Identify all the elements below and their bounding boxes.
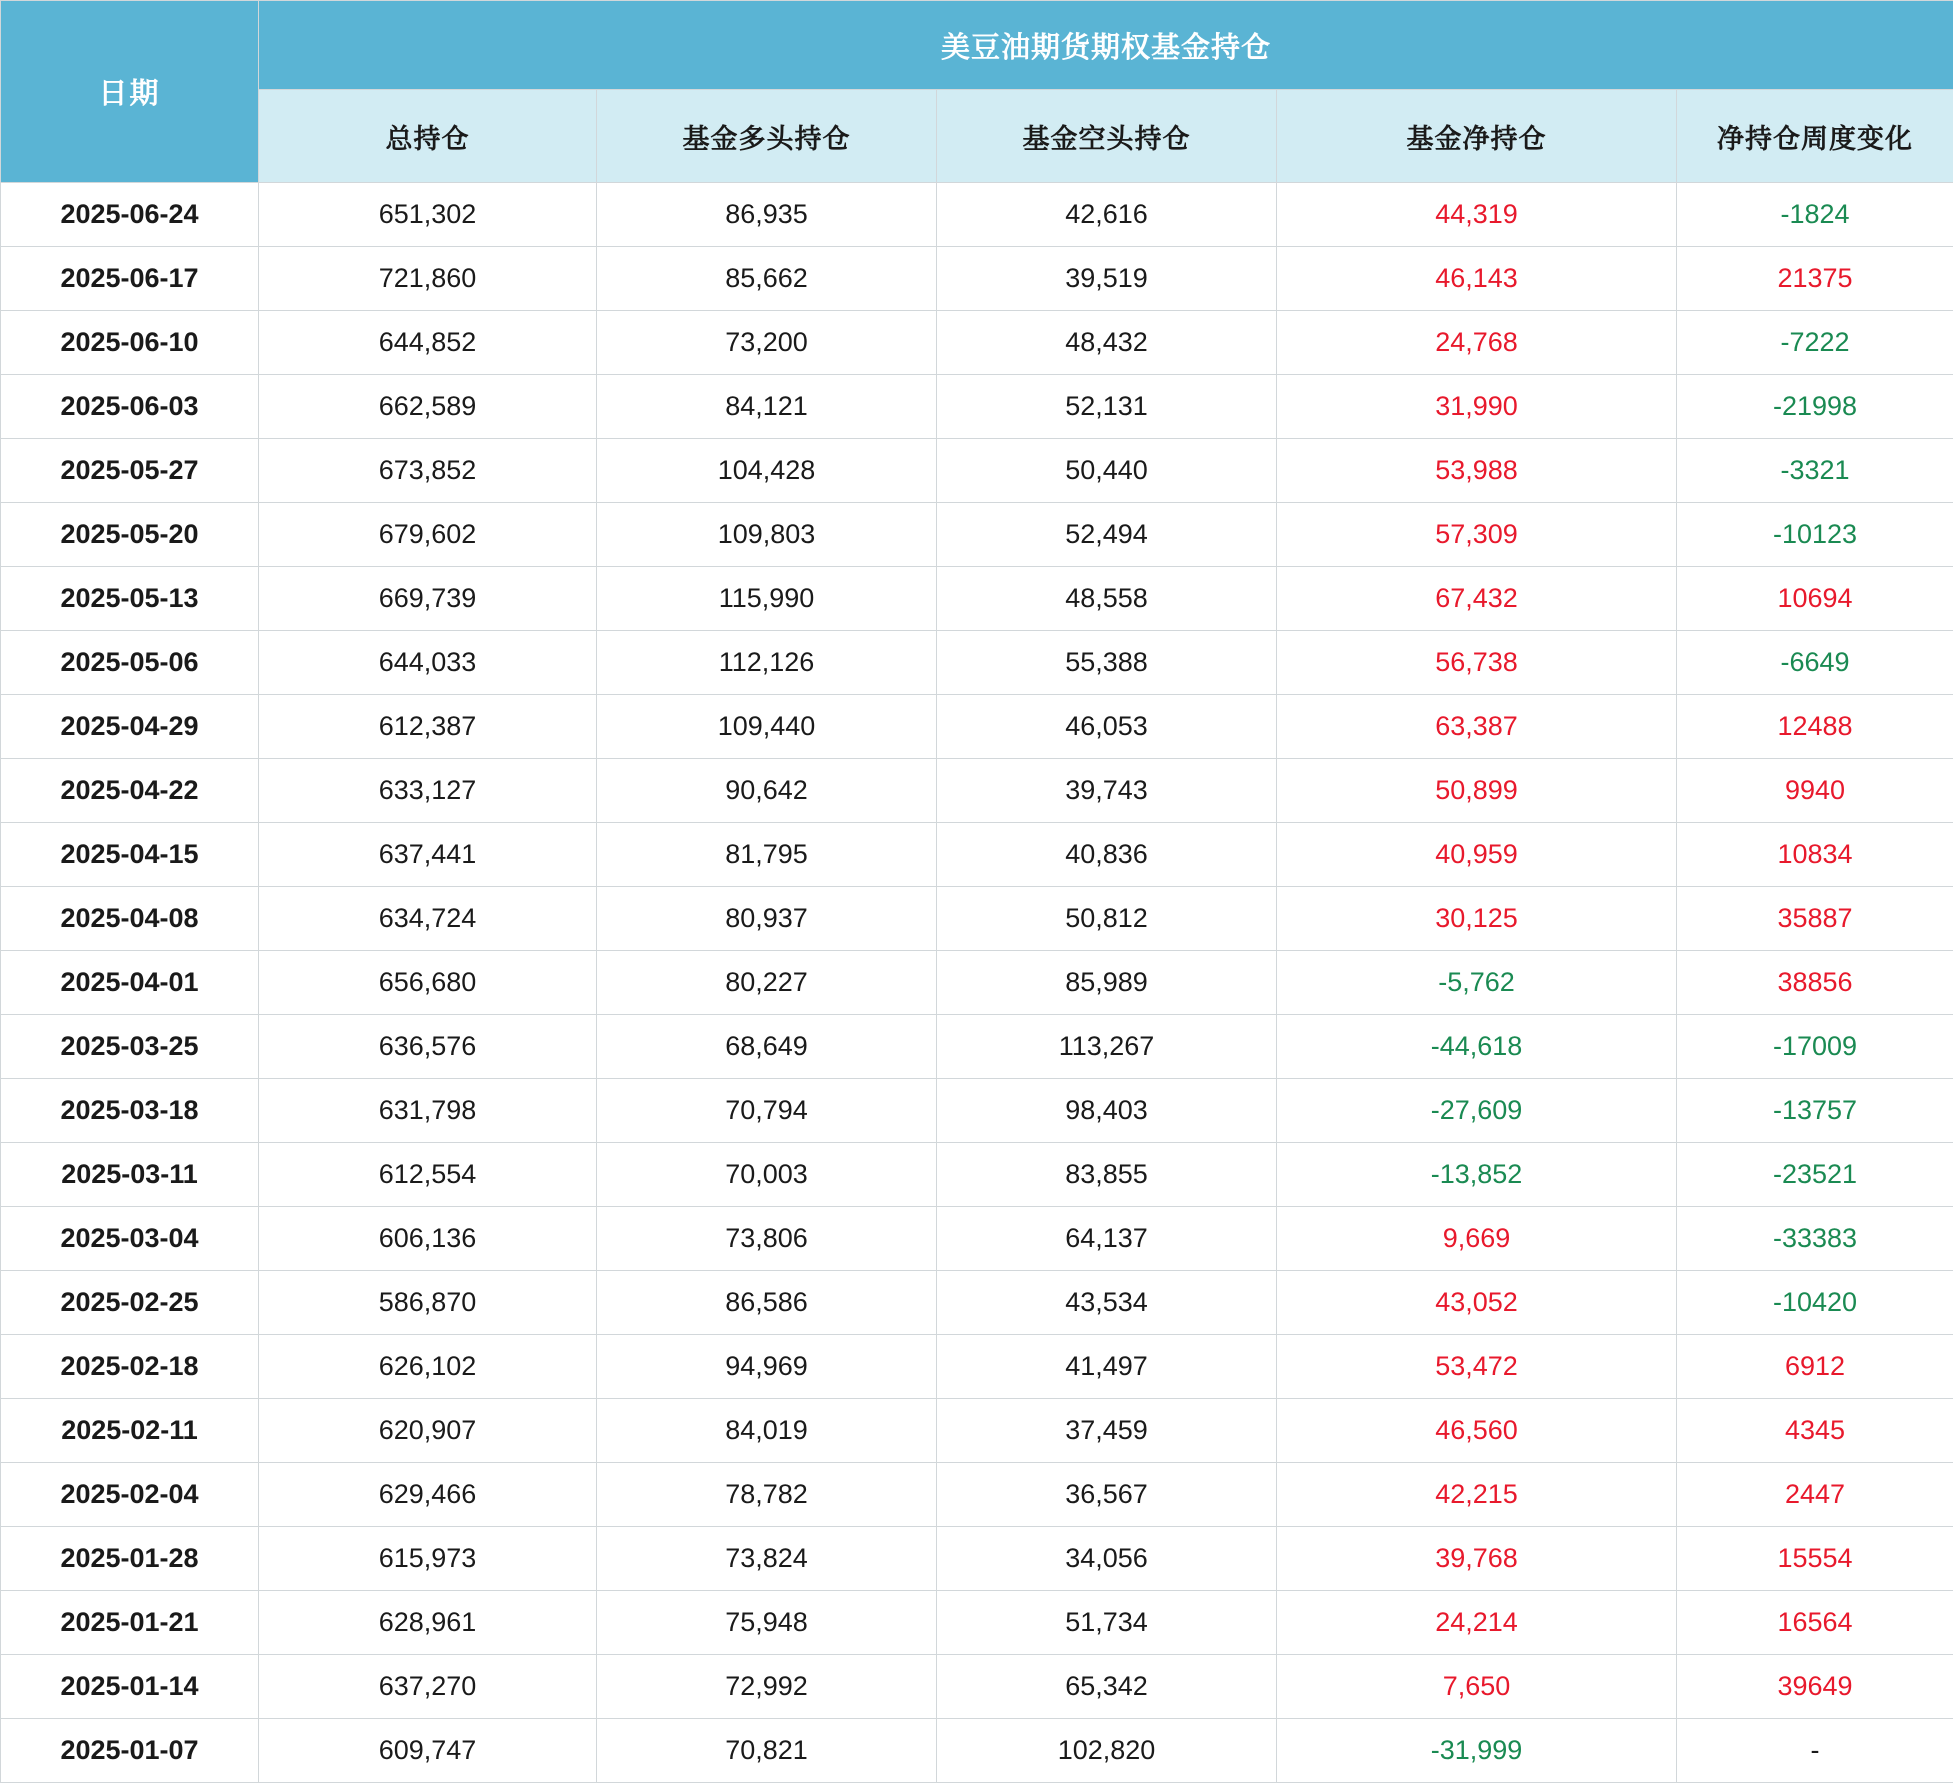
cell-fund-long: 70,003 <box>597 1143 937 1207</box>
table-row <box>1 503 1953 567</box>
cell-date: 2025-03-11 <box>1 1143 259 1207</box>
cell-fund-net: 31,990 <box>1277 375 1677 439</box>
table-row <box>1 1527 1953 1591</box>
table-row <box>1 887 1953 951</box>
table-title: 美豆油期货期权基金持仓 <box>259 1 1953 90</box>
table-header-row-columns <box>1 90 1953 183</box>
cell-total-position: 656,680 <box>259 951 597 1015</box>
table-row <box>1 1207 1953 1271</box>
cell-weekly-change: 16564 <box>1677 1591 1953 1655</box>
table-row <box>1 375 1953 439</box>
table-row <box>1 439 1953 503</box>
cell-fund-net: 53,472 <box>1277 1335 1677 1399</box>
cell-total-position: 629,466 <box>259 1463 597 1527</box>
cell-weekly-change: 21375 <box>1677 247 1953 311</box>
cell-total-position: 628,961 <box>259 1591 597 1655</box>
table-row <box>1 567 1953 631</box>
cell-fund-short: 50,440 <box>937 439 1277 503</box>
cell-fund-short: 98,403 <box>937 1079 1277 1143</box>
cell-date: 2025-01-14 <box>1 1655 259 1719</box>
table-row <box>1 1719 1953 1783</box>
cell-total-position: 644,033 <box>259 631 597 695</box>
cell-date: 2025-06-17 <box>1 247 259 311</box>
cell-fund-long: 80,227 <box>597 951 937 1015</box>
cell-fund-short: 55,388 <box>937 631 1277 695</box>
cell-weekly-change: 4345 <box>1677 1399 1953 1463</box>
table-row <box>1 1015 1953 1079</box>
cell-fund-long: 72,992 <box>597 1655 937 1719</box>
cell-fund-short: 113,267 <box>937 1015 1277 1079</box>
cell-fund-net: -27,609 <box>1277 1079 1677 1143</box>
table-row <box>1 1143 1953 1207</box>
cell-fund-net: 46,560 <box>1277 1399 1677 1463</box>
table-row <box>1 183 1953 247</box>
column-header-date: 日期 <box>1 1 259 183</box>
column-header-fund-long: 基金多头持仓 <box>597 90 937 183</box>
cell-total-position: 673,852 <box>259 439 597 503</box>
column-header-fund-short: 基金空头持仓 <box>937 90 1277 183</box>
cell-fund-net: 7,650 <box>1277 1655 1677 1719</box>
cell-fund-long: 70,794 <box>597 1079 937 1143</box>
cell-fund-long: 94,969 <box>597 1335 937 1399</box>
cell-date: 2025-01-07 <box>1 1719 259 1783</box>
cell-date: 2025-03-18 <box>1 1079 259 1143</box>
cell-weekly-change: -33383 <box>1677 1207 1953 1271</box>
cell-total-position: 586,870 <box>259 1271 597 1335</box>
cell-fund-short: 39,519 <box>937 247 1277 311</box>
table-row <box>1 823 1953 887</box>
cell-fund-net: 56,738 <box>1277 631 1677 695</box>
cell-total-position: 620,907 <box>259 1399 597 1463</box>
cell-total-position: 637,270 <box>259 1655 597 1719</box>
cell-fund-net: 42,215 <box>1277 1463 1677 1527</box>
cell-date: 2025-05-27 <box>1 439 259 503</box>
cell-weekly-change: -13757 <box>1677 1079 1953 1143</box>
cell-date: 2025-05-13 <box>1 567 259 631</box>
cell-weekly-change: 38856 <box>1677 951 1953 1015</box>
cell-date: 2025-05-20 <box>1 503 259 567</box>
cell-fund-long: 75,948 <box>597 1591 937 1655</box>
cell-weekly-change: -23521 <box>1677 1143 1953 1207</box>
table-row <box>1 1271 1953 1335</box>
cell-fund-long: 109,803 <box>597 503 937 567</box>
cell-date: 2025-05-06 <box>1 631 259 695</box>
cell-fund-long: 78,782 <box>597 1463 937 1527</box>
table-row <box>1 631 1953 695</box>
cell-total-position: 615,973 <box>259 1527 597 1591</box>
cell-weekly-change: -7222 <box>1677 311 1953 375</box>
cell-total-position: 633,127 <box>259 759 597 823</box>
cell-fund-long: 80,937 <box>597 887 937 951</box>
cell-fund-net: 67,432 <box>1277 567 1677 631</box>
cell-total-position: 631,798 <box>259 1079 597 1143</box>
cell-total-position: 626,102 <box>259 1335 597 1399</box>
cell-fund-long: 90,642 <box>597 759 937 823</box>
cell-weekly-change: -17009 <box>1677 1015 1953 1079</box>
cell-fund-net: -31,999 <box>1277 1719 1677 1783</box>
cell-fund-long: 73,806 <box>597 1207 937 1271</box>
table-header <box>1 1 1953 183</box>
cell-fund-long: 86,586 <box>597 1271 937 1335</box>
cell-fund-net: 30,125 <box>1277 887 1677 951</box>
cell-fund-short: 85,989 <box>937 951 1277 1015</box>
cell-total-position: 637,441 <box>259 823 597 887</box>
cell-total-position: 612,387 <box>259 695 597 759</box>
table-row <box>1 1591 1953 1655</box>
cell-date: 2025-02-18 <box>1 1335 259 1399</box>
cell-fund-short: 39,743 <box>937 759 1277 823</box>
column-header-fund-net: 基金净持仓 <box>1277 90 1677 183</box>
cell-fund-net: 50,899 <box>1277 759 1677 823</box>
cell-fund-net: 44,319 <box>1277 183 1677 247</box>
cell-date: 2025-04-15 <box>1 823 259 887</box>
table-row <box>1 1335 1953 1399</box>
cell-fund-short: 52,131 <box>937 375 1277 439</box>
cell-total-position: 636,576 <box>259 1015 597 1079</box>
cell-fund-net: 46,143 <box>1277 247 1677 311</box>
cell-date: 2025-01-21 <box>1 1591 259 1655</box>
cell-fund-short: 37,459 <box>937 1399 1277 1463</box>
cell-fund-net: 43,052 <box>1277 1271 1677 1335</box>
cell-fund-short: 65,342 <box>937 1655 1277 1719</box>
cell-fund-net: 57,309 <box>1277 503 1677 567</box>
cell-fund-short: 40,836 <box>937 823 1277 887</box>
cell-weekly-change: - <box>1677 1719 1953 1783</box>
cell-date: 2025-01-28 <box>1 1527 259 1591</box>
table-row <box>1 311 1953 375</box>
cell-fund-short: 52,494 <box>937 503 1277 567</box>
cell-fund-net: 53,988 <box>1277 439 1677 503</box>
cell-fund-long: 81,795 <box>597 823 937 887</box>
cell-fund-short: 46,053 <box>937 695 1277 759</box>
cell-weekly-change: 39649 <box>1677 1655 1953 1719</box>
cell-weekly-change: -3321 <box>1677 439 1953 503</box>
column-header-total-position: 总持仓 <box>259 90 597 183</box>
table-row <box>1 1399 1953 1463</box>
cell-weekly-change: 10834 <box>1677 823 1953 887</box>
cell-date: 2025-04-08 <box>1 887 259 951</box>
cell-fund-short: 36,567 <box>937 1463 1277 1527</box>
cell-fund-short: 102,820 <box>937 1719 1277 1783</box>
table-row <box>1 1655 1953 1719</box>
cell-total-position: 634,724 <box>259 887 597 951</box>
cell-weekly-change: 2447 <box>1677 1463 1953 1527</box>
cell-weekly-change: -1824 <box>1677 183 1953 247</box>
cell-total-position: 721,860 <box>259 247 597 311</box>
cell-total-position: 662,589 <box>259 375 597 439</box>
cell-fund-long: 85,662 <box>597 247 937 311</box>
cell-date: 2025-06-03 <box>1 375 259 439</box>
cell-date: 2025-02-11 <box>1 1399 259 1463</box>
cell-fund-short: 34,056 <box>937 1527 1277 1591</box>
cell-fund-net: -5,762 <box>1277 951 1677 1015</box>
cell-fund-long: 104,428 <box>597 439 937 503</box>
cell-weekly-change: -10420 <box>1677 1271 1953 1335</box>
table-row <box>1 759 1953 823</box>
cell-date: 2025-02-25 <box>1 1271 259 1335</box>
table-body <box>1 183 1953 1783</box>
cell-fund-long: 115,990 <box>597 567 937 631</box>
cell-date: 2025-03-04 <box>1 1207 259 1271</box>
cell-total-position: 669,739 <box>259 567 597 631</box>
cell-weekly-change: 9940 <box>1677 759 1953 823</box>
table-row <box>1 951 1953 1015</box>
cell-fund-long: 109,440 <box>597 695 937 759</box>
cell-total-position: 606,136 <box>259 1207 597 1271</box>
cell-fund-short: 51,734 <box>937 1591 1277 1655</box>
cell-fund-net: 63,387 <box>1277 695 1677 759</box>
cell-fund-long: 84,121 <box>597 375 937 439</box>
table-row <box>1 1463 1953 1527</box>
table-row <box>1 695 1953 759</box>
cell-fund-short: 83,855 <box>937 1143 1277 1207</box>
cell-fund-long: 68,649 <box>597 1015 937 1079</box>
cell-total-position: 609,747 <box>259 1719 597 1783</box>
cell-fund-short: 48,558 <box>937 567 1277 631</box>
cell-fund-short: 43,534 <box>937 1271 1277 1335</box>
cell-date: 2025-04-29 <box>1 695 259 759</box>
cell-weekly-change: 12488 <box>1677 695 1953 759</box>
cell-weekly-change: 15554 <box>1677 1527 1953 1591</box>
cell-fund-net: 24,214 <box>1277 1591 1677 1655</box>
cell-fund-long: 70,821 <box>597 1719 937 1783</box>
cell-fund-long: 84,019 <box>597 1399 937 1463</box>
cell-fund-net: -13,852 <box>1277 1143 1677 1207</box>
column-header-weekly-change: 净持仓周度变化 <box>1677 90 1953 183</box>
table-row <box>1 1079 1953 1143</box>
cell-total-position: 612,554 <box>259 1143 597 1207</box>
cell-fund-net: 39,768 <box>1277 1527 1677 1591</box>
cell-total-position: 679,602 <box>259 503 597 567</box>
table-header-row-title <box>1 1 1953 90</box>
cell-date: 2025-06-24 <box>1 183 259 247</box>
cell-fund-long: 73,200 <box>597 311 937 375</box>
cell-weekly-change: -21998 <box>1677 375 1953 439</box>
cell-fund-net: 24,768 <box>1277 311 1677 375</box>
cell-date: 2025-03-25 <box>1 1015 259 1079</box>
cell-fund-short: 48,432 <box>937 311 1277 375</box>
cell-weekly-change: 35887 <box>1677 887 1953 951</box>
cell-fund-short: 42,616 <box>937 183 1277 247</box>
cell-weekly-change: -6649 <box>1677 631 1953 695</box>
cell-fund-net: 9,669 <box>1277 1207 1677 1271</box>
cell-fund-net: -44,618 <box>1277 1015 1677 1079</box>
cell-total-position: 651,302 <box>259 183 597 247</box>
cell-fund-long: 73,824 <box>597 1527 937 1591</box>
cell-date: 2025-04-22 <box>1 759 259 823</box>
cell-fund-short: 41,497 <box>937 1335 1277 1399</box>
cell-date: 2025-06-10 <box>1 311 259 375</box>
cell-fund-long: 112,126 <box>597 631 937 695</box>
cell-weekly-change: -10123 <box>1677 503 1953 567</box>
cell-date: 2025-04-01 <box>1 951 259 1015</box>
cell-fund-long: 86,935 <box>597 183 937 247</box>
cell-fund-short: 50,812 <box>937 887 1277 951</box>
cell-fund-net: 40,959 <box>1277 823 1677 887</box>
cell-fund-short: 64,137 <box>937 1207 1277 1271</box>
cell-weekly-change: 10694 <box>1677 567 1953 631</box>
cell-total-position: 644,852 <box>259 311 597 375</box>
table-row <box>1 247 1953 311</box>
cell-weekly-change: 6912 <box>1677 1335 1953 1399</box>
cell-date: 2025-02-04 <box>1 1463 259 1527</box>
